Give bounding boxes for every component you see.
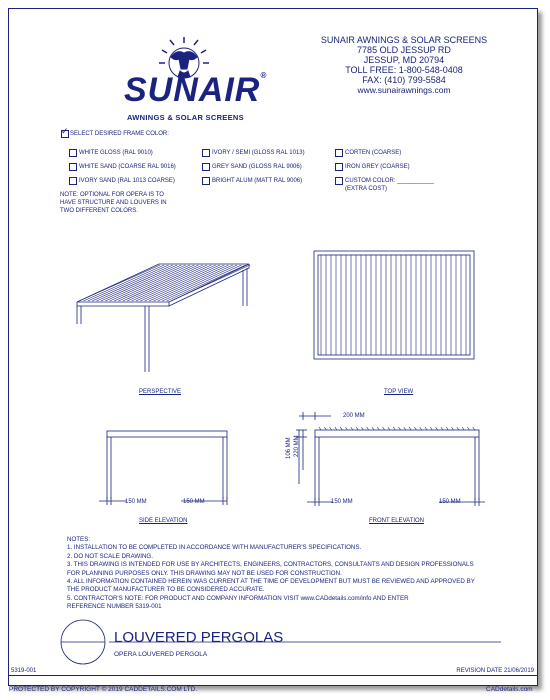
drawing-sheet <box>8 8 538 686</box>
logo-text: SUNAIR <box>124 71 261 109</box>
note-line: 2. DO NOT SCALE DRAWING. <box>67 552 153 560</box>
louver-slat <box>420 427 422 430</box>
louver-slat <box>467 427 469 430</box>
louver-slat <box>372 427 374 430</box>
note-line: 5. CONTRACTOR'S NOTE: FOR PRODUCT AND COMPANY INFORMATION VISIT www.CADdetails.com/info AND ENTER <box>67 594 409 602</box>
color-option-checkbox[interactable] <box>335 149 343 157</box>
two-color-note-2: HAVE STRUCTURE AND LOUVERS IN <box>60 200 167 206</box>
color-option-label: IVORY / SEMI (GLOSS RAL 1013) <box>212 150 305 156</box>
color-option-label: IRON GREY (COARSE) <box>345 164 410 170</box>
louver-slat <box>393 427 395 430</box>
custom-color-note: (EXTRA COST) <box>345 186 388 192</box>
two-color-note-3: TWO DIFFERENT COLORS. <box>60 208 138 214</box>
logo-tagline: AWNINGS & SOLAR SCREENS <box>127 113 244 122</box>
top-view-louvers <box>321 255 466 355</box>
caddetails-link[interactable]: CADdetails.com <box>486 686 533 693</box>
louver-slat <box>414 427 416 430</box>
louver-slat <box>404 427 406 430</box>
logo-wordmark <box>124 71 267 110</box>
color-option-checkbox[interactable] <box>69 163 77 171</box>
note-line: 4. ALL INFORMATION CONTAINED HEREIN WAS CURRENT AT THE TIME OF DEVELOPMENT BUT MUST BE REVIEWED AND APPROVED BY <box>67 578 475 586</box>
color-option-label: WHITE SAND (COARSE RAL 9016) <box>79 164 176 170</box>
checkmark-icon: ✓ <box>61 126 69 136</box>
perspective-drawing <box>69 244 269 384</box>
louver-slat <box>340 427 342 430</box>
louver-slat <box>462 427 464 430</box>
bottom-rule <box>9 675 537 676</box>
company-phone: TOLL FREE: 1-800-548-0408 <box>345 65 463 75</box>
note-line: THE PRODUCT MANUFACTURER TO BE CONSIDERED ACCURATE. <box>67 586 265 594</box>
perspective-label: PERSPECTIVE <box>139 389 182 395</box>
louver-slat <box>330 427 332 430</box>
front-louver-tops <box>319 427 475 430</box>
front-dim-200: 200 MM <box>343 413 365 419</box>
copyright-notice: PROTECTED BY COPYRIGHT © 2019 CADDETAILS.COM LTD. <box>9 686 198 693</box>
color-option-label: BRIGHT ALUM (MATT RAL 9006) <box>212 178 303 184</box>
louver-slat <box>430 427 432 430</box>
color-option-checkbox[interactable] <box>202 149 210 157</box>
side-elevation-drawing <box>97 429 247 514</box>
notes-heading: NOTES: <box>67 536 91 543</box>
top-view-drawing <box>312 249 478 363</box>
company-info <box>309 35 499 95</box>
color-option-checkbox[interactable] <box>69 149 77 157</box>
color-option-checkbox[interactable] <box>335 163 343 171</box>
drawing-title: LOUVERED PERGOLAS <box>114 629 284 646</box>
color-option-label: IVORY SAND (RAL 1013 COARSE) <box>79 178 175 184</box>
louver-slat <box>409 427 411 430</box>
note-line: REFERENCE NUMBER 5319-001 <box>67 603 162 611</box>
color-heading: SELECT DESIRED FRAME COLOR: <box>70 131 169 137</box>
louver-slat <box>436 427 438 430</box>
color-option-label: CORTEN (COARSE) <box>345 150 402 156</box>
louver-slat <box>356 427 358 430</box>
louver-slat <box>351 427 353 430</box>
louver-slat <box>367 427 369 430</box>
louver-slat <box>324 427 326 430</box>
revision-date: REVISION DATE 21/06/2019 <box>456 668 534 674</box>
louver-slat <box>399 427 401 430</box>
louver-slat <box>425 427 427 430</box>
front-elevation-label: FRONT ELEVATION <box>369 518 425 524</box>
reference-number: 5319-001 <box>11 668 37 674</box>
louver-slat <box>319 427 321 430</box>
color-option-checkbox[interactable] <box>335 177 343 185</box>
louver-slat <box>346 427 348 430</box>
color-option-label: CUSTOM COLOR: ___________ <box>345 178 434 184</box>
louver-slat <box>377 427 379 430</box>
top-view-label: TOP VIEW <box>384 389 414 395</box>
note-line: 3. THIS DRAWING IS INTENDED FOR USE BY ARCHITECTS, ENGINEERS, CONTRACTORS, CONSULTANTS AND DESIGN PROFESSIONALS <box>67 561 474 569</box>
front-dim-150-right: 150 MM <box>439 499 461 505</box>
general-notes <box>67 536 475 612</box>
note-line: 1. INSTALLATION TO BE COMPLETED IN ACCORDANCE WITH MANUFACTURER'S SPECIFICATIONS. <box>67 544 362 552</box>
louver-slat <box>335 427 337 430</box>
front-dim-106: 106 MM <box>286 437 292 459</box>
side-elevation-label: SIDE ELEVATION <box>139 518 188 524</box>
color-option-checkbox[interactable] <box>202 163 210 171</box>
color-option-label: WHITE GLOSS (RAL 9010) <box>79 150 153 156</box>
louver-slat <box>452 427 454 430</box>
color-option-label: GREY SAND (GLOSS RAL 9006) <box>212 164 302 170</box>
front-dim-220: 220 MM <box>294 435 300 457</box>
louver-slat <box>473 427 475 430</box>
color-option-checkbox[interactable] <box>69 177 77 185</box>
color-option-checkbox[interactable] <box>202 177 210 185</box>
company-fax: FAX: (410) 799-5584 <box>362 75 446 85</box>
company-address-1: 7785 OLD JESSUP RD <box>357 45 451 55</box>
louver-slat <box>446 427 448 430</box>
louver-slat <box>361 427 363 430</box>
logo-registered-mark: ® <box>260 71 268 80</box>
drawing-subtitle: OPERA LOUVERED PERGOLA <box>114 651 208 658</box>
note-line: FOR PLANNING PURPOSES ONLY. THIS DRAWING MAY NOT BE USED FOR CONSTRUCTION. <box>67 569 342 577</box>
company-website[interactable]: www.sunairawnings.com <box>357 85 451 95</box>
louver-slat <box>388 427 390 430</box>
company-name: SUNAIR AWNINGS & SOLAR SCREENS <box>320 35 488 45</box>
two-color-note-1: NOTE: OPTIONAL FOR OPERA IS TO <box>60 192 164 198</box>
front-dim-150-left: 150 MM <box>331 499 353 505</box>
louver-slat <box>383 427 385 430</box>
side-dim-150-left: 150 MM <box>125 499 147 505</box>
louver-slat <box>441 427 443 430</box>
company-address-2: JESSUP, MD 20794 <box>363 55 445 65</box>
company-logo <box>109 31 279 131</box>
louver-slat <box>457 427 459 430</box>
side-dim-150-right: 150 MM <box>183 499 205 505</box>
